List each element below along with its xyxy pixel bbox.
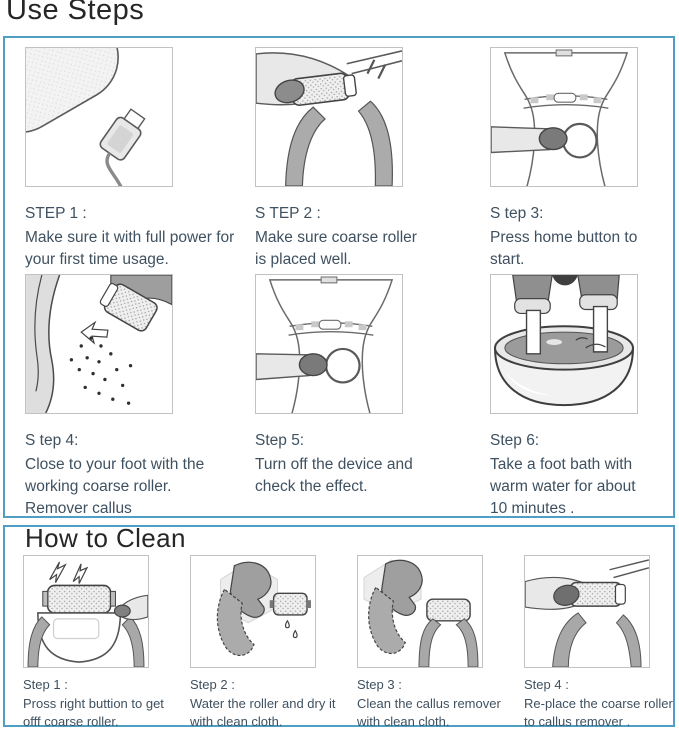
use-steps-title: Use Steps <box>6 0 145 26</box>
coarse-roller-icon <box>274 593 307 615</box>
step-caption: Turn off the device and check the effect. <box>255 456 413 495</box>
step-label: S tep 3: <box>490 205 544 222</box>
use-step-3 <box>490 47 652 271</box>
arrow-icon <box>81 322 108 343</box>
insert-roller-icon <box>256 48 402 186</box>
use-step-1 <box>25 47 237 271</box>
clean-step-2 <box>190 555 342 730</box>
clean-step-2-illustration <box>190 555 316 668</box>
step-caption: Re-place the coarse roller to callus remover . <box>524 696 673 729</box>
clean-step-3 <box>357 555 509 730</box>
step-label: Step 2 : <box>190 677 235 692</box>
step-label: STEP 1 : <box>25 205 87 222</box>
how-to-clean-title: How to Clean <box>25 523 186 553</box>
step-label: Step 1 : <box>23 677 68 692</box>
roller-on-heel-icon <box>26 275 172 413</box>
callus-shavings-icon <box>70 336 132 404</box>
clean-step-1-illustration <box>23 555 149 668</box>
clean-step-4 <box>524 555 679 730</box>
use-step-4 <box>25 274 215 520</box>
home-button-icon <box>326 349 360 383</box>
water-drops-icon <box>286 621 298 638</box>
step-caption: Make sure coarse roller is placed well. <box>255 229 417 268</box>
step-label: Step 5: <box>255 432 305 449</box>
step-3-illustration <box>490 47 638 187</box>
foot-heel-icon <box>26 275 60 413</box>
coarse-roller-icon <box>48 585 111 613</box>
replace-roller-icon <box>525 556 649 667</box>
rinse-roller-icon <box>191 556 315 667</box>
use-step-5 <box>255 274 435 498</box>
foot-bath-icon <box>491 275 637 413</box>
step-6-illustration <box>490 274 638 414</box>
up-arrows-icon <box>50 562 87 584</box>
how-to-clean-panel <box>3 525 675 727</box>
step-caption: Make sure it with full power for your first time usage. <box>25 229 235 268</box>
step-caption: Press home button to start. <box>490 229 638 268</box>
motion-marks-icon <box>367 60 385 79</box>
use-step-6 <box>490 274 650 520</box>
clean-step-4-illustration <box>524 555 650 668</box>
step-label: Step 3 : <box>357 677 402 692</box>
step-caption: Water the roller and dry it with clean cloth. <box>190 696 336 729</box>
use-step-2 <box>255 47 427 271</box>
clean-step-3-illustration <box>357 555 483 668</box>
step-caption: Take a foot bath with warm water for about 10 minutes . <box>490 456 636 517</box>
step-label: Step 4 : <box>524 677 569 692</box>
step-label: S TEP 2 : <box>255 205 321 222</box>
wipe-device-icon <box>358 556 482 667</box>
step-5-illustration <box>255 274 403 414</box>
step-caption: Pross right buttion to get offf coarse roller. <box>23 696 164 729</box>
step-caption: Close to your foot with the working coarse roller. Remover callus <box>25 456 205 517</box>
step-label: Step 6: <box>490 432 540 449</box>
step-4-illustration <box>25 274 173 414</box>
eject-roller-icon <box>24 556 148 667</box>
step-caption: Clean the callus remover with clean cloth. <box>357 696 501 729</box>
coarse-roller-icon <box>427 599 470 621</box>
press-button-icon <box>256 275 402 413</box>
usb-plug-icon <box>80 106 172 186</box>
step-label: S tep 4: <box>25 432 79 449</box>
clean-step-1 <box>23 555 179 730</box>
home-button-icon <box>563 124 597 158</box>
use-steps-panel <box>3 36 675 518</box>
step-2-illustration <box>255 47 403 187</box>
step-1-illustration <box>25 47 173 187</box>
charging-device-icon <box>26 48 172 186</box>
press-button-icon <box>491 48 637 186</box>
